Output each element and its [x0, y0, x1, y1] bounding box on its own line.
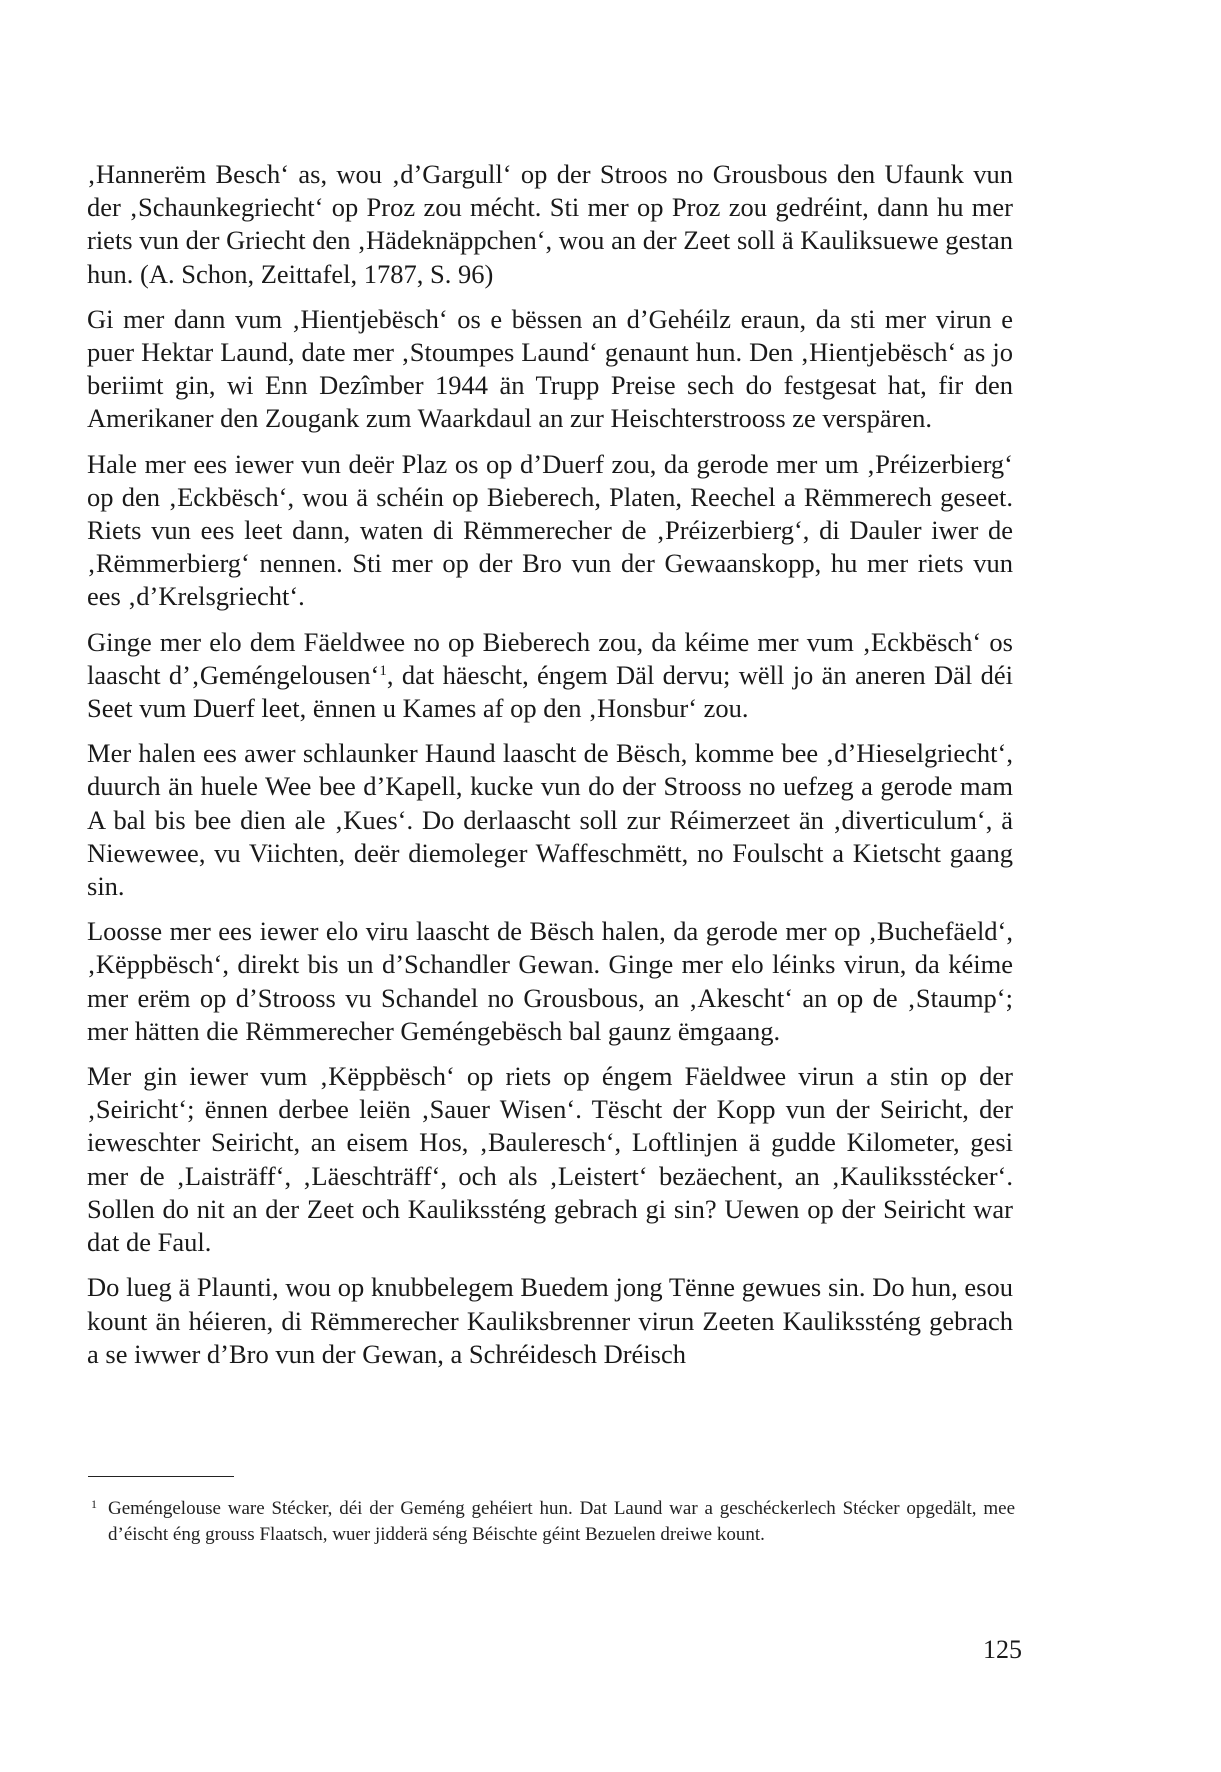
paragraph-5: Mer halen ees awer schlaunker Haund laascht de Bësch, komme bee ‚d’Hieselgriecht‘, duurch än huele Wee bee d’Kapell, kucke vun do der Strooss no uefzeg a gerode mam A bal bis bee dien ale ‚Kues‘. Do derlaascht soll zur Réimerzeet än ‚diverticulum‘, ä Niewewee, vu Viichten, deër diemoleger Waffeschmëtt, no Foulscht a Kietscht gaang sin. [87, 738, 1013, 902]
page-number: 125 [983, 1635, 1022, 1664]
footnote-1 [87, 1496, 1015, 1547]
paragraph-7: Mer gin iewer vum ‚Këppbësch‘ op riets op éngem Fäeldwee virun a stin op der ‚Seiricht‘; ënnen derbee leiën ‚Sauer Wisen‘. Tëscht der Kopp vun der Seiricht, der ieweschter Seiricht, an eisem Hos, ‚Bauleresch‘, Loftlinjen ä gudde Kilometer, gesi mer de ‚Laisträff‘, ‚Läeschträff‘, och als ‚Leistert‘ bezäechent, an ‚Kauliksstécker‘. Sollen do nit an der Zeet och Kaulikssténg gebrach gi sin? Uewen op der Seiricht war dat de Faul. [87, 1061, 1013, 1258]
paragraph-1: ‚Hannerëm Besch‘ as, wou ‚d’Gargull‘ op der Stroos no Grousbous den Ufaunk vun der ‚Schaunkegriecht‘ op Proz zou mécht. Sti mer op Proz zou gedréint, dann hu mer riets vun der Griecht den ‚Hädeknäppchen‘, wou an der Zeet soll ä Kauliksuewe gestan hun. (A. Schon, Zeittafel, 1787, S. 96) [87, 159, 1013, 289]
footnote-divider [88, 1476, 234, 1477]
paragraph-4-part-2: , dat häescht, éngem Däl dervu; wëll jo än aneren Däl déi Seet vum Duerf leet, ënnen u Kames af op den ‚Honsbur‘ zou. [87, 659, 1013, 724]
footnotes [87, 1496, 1015, 1547]
paragraph-2: Gi mer dann vum ‚Hientjebësch‘ os e bëssen an d’Gehéilz eraun, da sti mer virun e puer Hektar Laund, date mer ‚Stoumpes Laund‘ genaunt hun. Den ‚Hientjebësch‘ as jo beriimt gin, wi Enn Dezîmber 1944 än Trupp Preise sech do festgesat hat, fir den Amerikaner den Zougank zum Waarkdaul an zur Heischterstrooss ze verspären. [87, 303, 1013, 434]
paragraph-4 [87, 626, 1013, 726]
paragraph-3: Hale mer ees iewer vun deër Plaz os op d’Duerf zou, da gerode mer um ‚Préizerbierg‘ op den ‚Eckbësch‘, wou ä schéin op Bieberech, Platen, Reechel a Rëmmerech geseet. Riets vun ees leet dann, waten di Rëmmerecher de ‚Préizerbierg‘, di Dauler iwer de ‚Rëmmerbierg‘ nennen. Sti mer op der Bro vun der Gewaanskopp, hu mer riets vun ees ‚d’Krelsgriecht‘. [87, 448, 1013, 612]
paragraph-8: Do lueg ä Plaunti, wou op knubbelegem Buedem jong Tënne gewues sin. Do hun, esou kount än héieren, di Rëmmerecher Kauliksbrenner virun Zeeten Kaulikssténg gebrach a se iwwer d’Bro vun der Gewan, a Schréidesch Dréisch [87, 1272, 1013, 1369]
footnote-reference[interactable]: 1 [379, 662, 387, 679]
footnote-text: Geméngelouse ware Stécker, déi der Geméng gehéiert hun. Dat Laund war a geschéckerlech Stécker opgedält, mee d’éischt éng grouss Flaatsch, wuer jidderä séng Béischte géint Bezuelen dreiwe kount. [108, 1498, 1015, 1545]
paragraph-4-part-1: Ginge mer elo dem Fäeldwee no op Bieberech zou, da kéime mer vum ‚Eckbësch‘ os laascht d’‚Geméngelousen‘ [87, 626, 1013, 690]
paragraph-6: Loosse mer ees iewer elo viru laascht de Bësch halen, da gerode mer op ‚Buchefäeld‘, ‚Këppbësch‘, direkt bis un d’Schandler Gewan. Ginge mer elo léinks virun, da kéime mer erëm op d’Strooss vu Schandel no Grousbous, an ‚Akescht‘ an op de ‚Staump‘; mer hätten die Rëmmerecher Geméngebësch bal gaunz ëmgaang. [87, 916, 1013, 1046]
body-text [87, 158, 1013, 1383]
footnote-marker: 1 [91, 1497, 97, 1511]
